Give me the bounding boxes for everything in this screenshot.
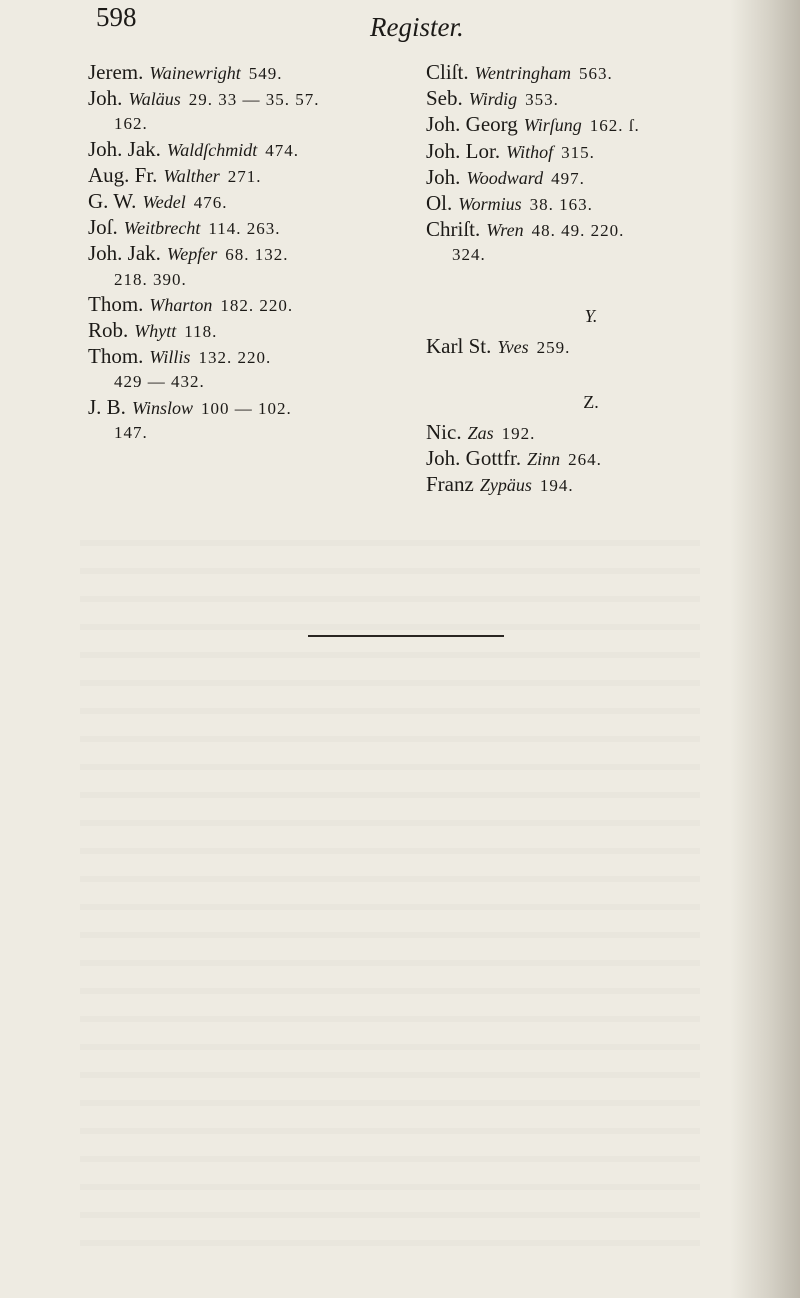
surname: Waldſchmidt — [166, 139, 258, 160]
section-heading-z: Z. — [583, 391, 599, 412]
y-entries — [426, 334, 756, 360]
page-references: 315. — [561, 142, 595, 162]
page-references-continuation: 147. — [114, 422, 148, 442]
surname: Zinn — [527, 449, 561, 470]
page-references: 259. — [536, 337, 571, 357]
page-references: 474. — [265, 140, 300, 160]
page-references: 132. 220. — [198, 348, 272, 368]
given-name: Karl St. — [426, 333, 492, 358]
register-entry — [426, 139, 756, 165]
given-name: Cliſt. — [426, 60, 469, 84]
page-references: 29. 33 — 35. 57. — [188, 90, 320, 110]
given-name: Rob. — [88, 318, 129, 343]
right-column — [426, 60, 756, 498]
register-entry — [426, 60, 756, 86]
given-name: Joh. Jak. — [88, 136, 161, 161]
register-entry — [426, 446, 756, 472]
surname: Wharton — [149, 294, 213, 315]
w-entries — [426, 60, 756, 268]
page-references: 476. — [193, 193, 228, 213]
page-references: 549. — [248, 64, 283, 83]
register-entry — [88, 86, 418, 136]
surname: Waläus — [128, 89, 181, 110]
z-entries — [426, 420, 756, 499]
page-references: 353. — [525, 90, 559, 110]
register-entry — [426, 334, 756, 360]
given-name: Thom. — [88, 291, 144, 316]
register-entry — [88, 344, 418, 394]
given-name: Joh. Gottfr. — [426, 446, 522, 471]
page-references: 563. — [578, 64, 613, 83]
register-entry — [88, 215, 418, 241]
surname: Wainewright — [149, 63, 241, 83]
page-references: 48. 49. 220. — [531, 221, 625, 241]
given-name: Joſ. — [88, 215, 118, 240]
page-references: 264. — [568, 450, 602, 470]
register-entry — [88, 318, 418, 344]
surname: Winslow — [131, 397, 193, 418]
surname: Wedel — [142, 192, 186, 213]
surname: Willis — [149, 347, 191, 368]
given-name: Jerem. — [88, 60, 144, 84]
section-heading-y: Y. — [584, 305, 598, 326]
page-references: 38. 163. — [529, 195, 593, 215]
surname: Withof — [506, 141, 554, 162]
surname: Wepfer — [166, 244, 218, 265]
register-entry — [88, 189, 418, 215]
page-title: Register. — [370, 12, 464, 42]
page-references-continuation: 324. — [452, 245, 486, 265]
given-name: Joh. Lor. — [426, 138, 501, 163]
page-references-continuation: 162. — [114, 114, 148, 134]
given-name: Seb. — [426, 86, 463, 111]
page-references: 114. 263. — [208, 219, 281, 239]
page-references-continuation: 429 — 432. — [114, 372, 205, 392]
surname: Wren — [486, 220, 524, 241]
register-entry — [88, 163, 418, 189]
surname: Weitbrecht — [123, 218, 201, 239]
register-entry — [88, 395, 418, 445]
given-name: J. B. — [88, 394, 126, 419]
left-column — [88, 60, 418, 445]
page-references: 182. 220. — [220, 295, 294, 315]
show-through-texture — [80, 540, 700, 1260]
given-name: Joh. — [426, 164, 461, 189]
surname: Yves — [497, 336, 529, 357]
given-name: Joh. — [88, 86, 123, 111]
given-name: G. W. — [88, 189, 137, 214]
register-entry — [426, 420, 756, 446]
register-entry — [426, 217, 756, 267]
surname: Whytt — [134, 321, 177, 342]
register-entry — [426, 472, 756, 498]
register-entry — [426, 86, 756, 112]
page-references: 68. 132. — [225, 245, 289, 265]
register-entry — [426, 112, 756, 138]
surname: Woodward — [466, 167, 544, 188]
given-name: Joh. Georg — [426, 112, 518, 137]
given-name: Joh. Jak. — [88, 241, 161, 266]
given-name: Franz — [426, 472, 474, 497]
given-name: Thom. — [88, 344, 144, 369]
surname: Wirſung — [523, 115, 582, 136]
surname: Walther — [163, 165, 220, 186]
page-references: 192. — [501, 423, 536, 443]
page-number: 598 — [96, 2, 137, 32]
page-references: 271. — [227, 166, 262, 186]
page-references: 118. — [184, 322, 218, 342]
page-references: 100 — 102. — [200, 398, 292, 418]
page-references: 194. — [539, 476, 574, 496]
surname: Zas — [467, 422, 494, 443]
surname: Wirdig — [468, 89, 518, 110]
register-entry — [88, 60, 418, 86]
page-references: 497. — [551, 168, 585, 188]
register-entry — [426, 165, 756, 191]
page-references: 162. ſ. — [589, 116, 640, 136]
register-entry — [88, 137, 418, 163]
given-name: Aug. Fr. — [88, 162, 158, 187]
surname: Wentringham — [474, 63, 571, 83]
given-name: Chriſt. — [426, 217, 481, 242]
register-entry — [426, 191, 756, 217]
surname: Zypäus — [479, 475, 532, 496]
register-entry — [88, 241, 418, 291]
page-references-continuation: 218. 390. — [114, 269, 187, 289]
surname: Wormius — [458, 194, 522, 215]
register-entry — [88, 292, 418, 318]
section-end-rule — [308, 635, 504, 637]
given-name: Nic. — [426, 419, 462, 444]
given-name: Ol. — [426, 191, 453, 216]
